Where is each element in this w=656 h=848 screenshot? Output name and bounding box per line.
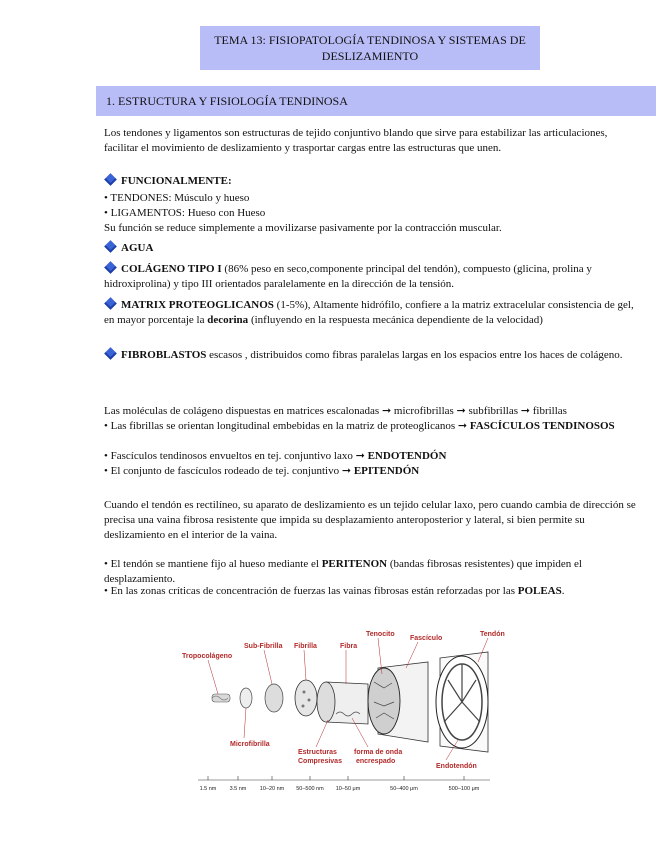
fasciculo-shape xyxy=(368,662,428,742)
agua-heading: AGUA xyxy=(121,242,154,254)
tendon-structure-figure xyxy=(178,622,508,802)
label-fasciculo: Fascículo xyxy=(410,635,443,642)
section-heading: 1. ESTRUCTURA Y FISIOLOGÍA TENDINOSA xyxy=(96,86,656,116)
diamond-bullet-icon xyxy=(104,173,117,186)
label-tenocito: Tenocito xyxy=(366,631,395,638)
fibra-shape xyxy=(317,682,368,724)
moleculas-line-3 xyxy=(104,449,640,464)
label-endotendon: Endotendón xyxy=(436,763,477,770)
label-microfibrilla: Microfibrilla xyxy=(230,741,270,748)
funcional-heading-line xyxy=(104,174,640,189)
moleculas-line-3-text: • Fascículos tendinosos envueltos en tej. conjuntivo laxo ➞ xyxy=(104,450,365,462)
label-fibra: Fibra xyxy=(340,643,358,650)
tendon-shape xyxy=(436,652,488,752)
scale-label: 50–400 μm xyxy=(390,786,418,792)
intro-paragraph: Los tendones y ligamentos son estructuras de tejido conjuntivo blando que sirve para estabilizar las articulaciones, facilitar el movimiento de deslizamiento y trasportar cargas entre las estructuras que unen. xyxy=(104,127,608,154)
scale-label: 50–500 nm xyxy=(296,786,324,792)
peritenon-paragraph xyxy=(104,557,640,587)
subfibrilla-shape xyxy=(265,684,283,712)
peritenon-text-2: (bandas fibrosas resistentes) que impiden el desplazamiento. xyxy=(104,558,582,585)
matrix-heading: MATRIX PROTEOGLICANOS xyxy=(121,299,274,311)
colageno-heading: COLÁGENO TIPO I xyxy=(121,263,222,275)
poleas-period: . xyxy=(561,585,565,597)
label-tropocolageno: Tropocolágeno xyxy=(182,653,233,660)
matrix-paragraph xyxy=(104,298,640,328)
diamond-bullet-icon xyxy=(104,347,117,360)
colageno-text: (86% peso en seco,componente principal del tendón), compuesto (glicina, prolina y hidroxiprolina) y tipo III orientados paralelamente en la dirección de la tensión. xyxy=(104,263,592,290)
decorina-term: decorina xyxy=(207,314,249,326)
scale-label: 10–50 μm xyxy=(335,786,361,792)
fibroblastos-heading: FIBROBLASTOS xyxy=(121,349,207,361)
diamond-bullet-icon xyxy=(104,240,117,253)
epitendon-term: EPITENDÓN xyxy=(353,465,420,477)
endotendon-term: ENDOTENDÓN xyxy=(367,450,447,462)
moleculas-line-4-text: • El conjunto de fascículos rodeado de tej. conjuntivo ➞ xyxy=(104,465,352,477)
peritenon-text: • El tendón se mantiene fijo al hueso mediante el xyxy=(104,558,319,570)
label-encrespado: encrespado xyxy=(356,758,396,765)
peritenon-term: PERITENON xyxy=(321,558,388,570)
funcional-line-2: • LIGAMENTOS: Hueso con Hueso xyxy=(104,207,266,219)
label-fibrilla: Fibrilla xyxy=(294,643,317,650)
scale-label: 10–20 nm xyxy=(259,786,285,792)
fibrilla-shape xyxy=(295,680,317,716)
funcional-heading: FUNCIONALMENTE: xyxy=(121,175,232,187)
colageno-paragraph xyxy=(104,262,640,292)
funcional-line-3: Su función se reduce simplemente a movilizarse pasivamente por la contracción muscular. xyxy=(104,222,502,234)
moleculas-line-2-text: • Las fibrillas se orientan longitudinal embebidas en la matriz de proteoglicanos ➞ xyxy=(104,420,468,432)
label-tendon: Tendón xyxy=(480,631,505,638)
fasciculos-term: FASCÍCULOS TENDINOSOS xyxy=(469,420,615,432)
poleas-text: • En las zonas críticas de concentración de fuerzas las vainas fibrosas están reforzadas por las xyxy=(104,585,515,597)
diamond-bullet-icon xyxy=(104,297,117,310)
label-subfibrilla: Sub-Fibrilla xyxy=(244,643,283,650)
microfibrilla-shape xyxy=(240,688,252,708)
fibroblastos-text: escasos , distribuidos como fibras paralelas largas en los espacios entre los haces de colágeno. xyxy=(209,349,623,361)
scale-label: 500–100 μm xyxy=(448,786,480,792)
diamond-bullet-icon xyxy=(104,261,117,274)
moleculas-line-2 xyxy=(104,419,640,434)
scale-label: 1.5 nm xyxy=(199,786,217,792)
tropocolageno-strand xyxy=(212,694,230,702)
label-compresivas: Compresivas xyxy=(298,758,342,765)
deslizamiento-paragraph: Cuando el tendón es rectilíneo, su aparato de deslizamiento es un tejido celular laxo, pero cuando cambia de dirección se precisa una vaina fibrosa resistente que impida su desplazamiento anteroposterior y lateral, si bien permite su deslizamiento en el interior de la vaina. xyxy=(104,499,636,541)
moleculas-line-4 xyxy=(104,464,640,479)
label-estructuras: Estructuras xyxy=(298,749,337,756)
label-forma-de-onda: forma de onda xyxy=(354,749,403,756)
agua-line xyxy=(104,241,640,256)
moleculas-line-1: Las moléculas de colágeno dispuestas en matrices escalonadas ➞ microfibrillas ➞ subfibrillas ➞ fibrillas xyxy=(104,405,567,417)
funcional-line-1: • TENDONES: Músculo y hueso xyxy=(104,192,250,204)
matrix-text-2: (influyendo en la respuesta mecánica dependiente de la velocidad) xyxy=(250,314,543,326)
poleas-paragraph xyxy=(104,584,640,599)
scale-label: 3.5 nm xyxy=(229,786,247,792)
poleas-term: POLEAS xyxy=(517,585,562,597)
document-title: TEMA 13: FISIOPATOLOGÍA TENDINOSA Y SISTEMAS DE DESLIZAMIENTO xyxy=(200,26,540,70)
fibroblastos-paragraph xyxy=(104,348,640,363)
matrix-text: (1-5%), Altamente hidrófilo, confiere a la matriz extracelular consistencia de gel, en mayor porcentaje la xyxy=(104,299,634,326)
